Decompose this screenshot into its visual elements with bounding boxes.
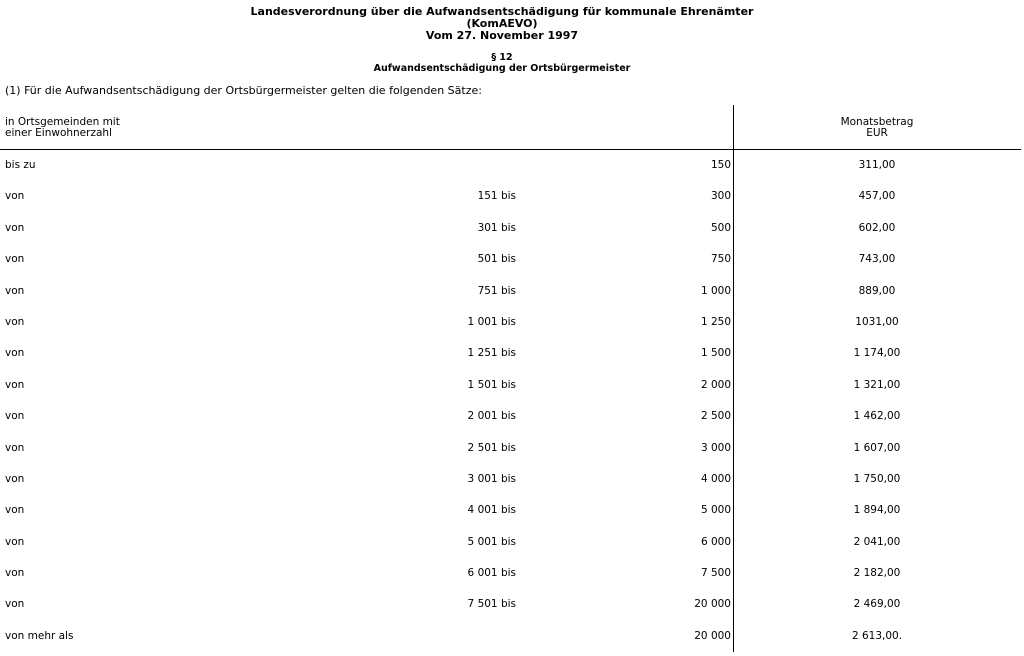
row-amount: 2 469,00 <box>853 598 901 611</box>
document-date: Vom 27. November 1997 <box>425 29 579 42</box>
row-prefix: von <box>5 378 25 391</box>
row-amount: 1031,00 <box>855 315 899 328</box>
row-range-to: 300 <box>710 190 731 203</box>
row-range-to: 150 <box>710 159 731 171</box>
row-range-to: 5 000 <box>700 504 731 517</box>
row-prefix: von <box>5 253 25 266</box>
row-amount: 1 321,00 <box>853 378 901 391</box>
row-range-from: 1 501 bis <box>467 378 516 391</box>
row-amount: 602,00 <box>858 221 896 234</box>
table-row <box>0 589 1024 620</box>
row-range-from: 1 001 bis <box>467 315 516 328</box>
row-prefix: bis zu <box>5 159 36 171</box>
row-range-to: 2 500 <box>700 410 731 423</box>
table-row <box>0 558 1024 589</box>
column-header-amount-line1: Monatsbetrag <box>840 116 914 128</box>
document-abbreviation: (KomAEVO) <box>466 17 538 30</box>
row-prefix: von <box>5 441 25 454</box>
column-header-amount-line2: EUR <box>866 127 888 139</box>
row-range-to: 2 000 <box>700 378 731 391</box>
row-amount: 2 613,00. <box>851 629 903 642</box>
row-range-to: 1 500 <box>700 347 731 360</box>
row-range-from: 2 001 bis <box>467 410 516 423</box>
row-range-to: 750 <box>710 253 731 266</box>
table-row <box>0 213 1024 244</box>
row-prefix: von <box>5 410 25 423</box>
row-range-from: 3 001 bis <box>467 472 516 485</box>
table-row <box>0 370 1024 401</box>
row-prefix: von <box>5 504 25 517</box>
table-row <box>0 181 1024 212</box>
row-range-from: 501 bis <box>477 253 516 266</box>
row-prefix: von mehr als <box>5 629 74 642</box>
table-row <box>0 401 1024 432</box>
row-amount: 1 894,00 <box>853 504 901 517</box>
row-amount: 1 607,00 <box>853 441 901 454</box>
table-row <box>0 433 1024 464</box>
row-range-from: 2 501 bis <box>467 441 516 454</box>
row-prefix: von <box>5 598 25 611</box>
table-row <box>0 621 1024 652</box>
row-range-from: 301 bis <box>477 221 516 234</box>
column-header-population-line2: einer Einwohnerzahl <box>5 127 112 139</box>
row-range-to: 6 000 <box>700 535 731 548</box>
row-amount: 743,00 <box>858 253 896 266</box>
row-range-from: 5 001 bis <box>467 535 516 548</box>
row-range-to: 20 000 <box>694 598 731 611</box>
table-body <box>0 150 1024 652</box>
column-header-population-line1: in Ortsgemeinden mit <box>5 116 120 128</box>
row-range-from: 6 001 bis <box>467 567 516 580</box>
row-amount: 2 041,00 <box>853 535 901 548</box>
table-row <box>0 276 1024 307</box>
section-number: § 12 <box>491 52 513 63</box>
row-prefix: von <box>5 190 25 203</box>
column-header-amount <box>806 117 948 139</box>
row-amount: 457,00 <box>858 190 896 203</box>
row-prefix: von <box>5 347 25 360</box>
row-amount: 889,00 <box>858 284 896 297</box>
row-range-from: 151 bis <box>477 190 516 203</box>
row-amount: 1 174,00 <box>853 347 901 360</box>
row-range-from: 1 251 bis <box>467 347 516 360</box>
row-range-to: 20 000 <box>694 629 731 642</box>
row-range-to: 4 000 <box>700 472 731 485</box>
row-range-to: 1 000 <box>700 284 731 297</box>
table-row <box>0 244 1024 275</box>
row-amount: 311,00 <box>858 159 896 171</box>
row-range-to: 500 <box>710 221 731 234</box>
table-row <box>0 150 1024 181</box>
row-amount: 1 462,00 <box>853 410 901 423</box>
section-title: Aufwandsentschädigung der Ortsbürgermeister <box>373 63 631 74</box>
intro-paragraph: (1) Für die Aufwandsentschädigung der Ortsbürgermeister gelten die folgenden Sätze: <box>5 84 482 97</box>
table-row <box>0 464 1024 495</box>
table-row <box>0 495 1024 526</box>
row-prefix: von <box>5 472 25 485</box>
row-amount: 1 750,00 <box>853 472 901 485</box>
table-row <box>0 527 1024 558</box>
document-title: Landesverordnung über die Aufwandsentschädigung für kommunale Ehrenämter <box>250 5 754 18</box>
row-prefix: von <box>5 567 25 580</box>
table-row <box>0 307 1024 338</box>
row-prefix: von <box>5 221 25 234</box>
row-amount: 2 182,00 <box>853 567 901 580</box>
row-prefix: von <box>5 315 25 328</box>
table-row <box>0 338 1024 369</box>
row-range-to: 1 250 <box>700 315 731 328</box>
column-header-population <box>5 117 120 139</box>
row-range-from: 4 001 bis <box>467 504 516 517</box>
row-range-to: 3 000 <box>700 441 731 454</box>
row-range-from: 7 501 bis <box>467 598 516 611</box>
row-prefix: von <box>5 284 25 297</box>
row-range-to: 7 500 <box>700 567 731 580</box>
row-prefix: von <box>5 535 25 548</box>
row-range-from: 751 bis <box>477 284 516 297</box>
